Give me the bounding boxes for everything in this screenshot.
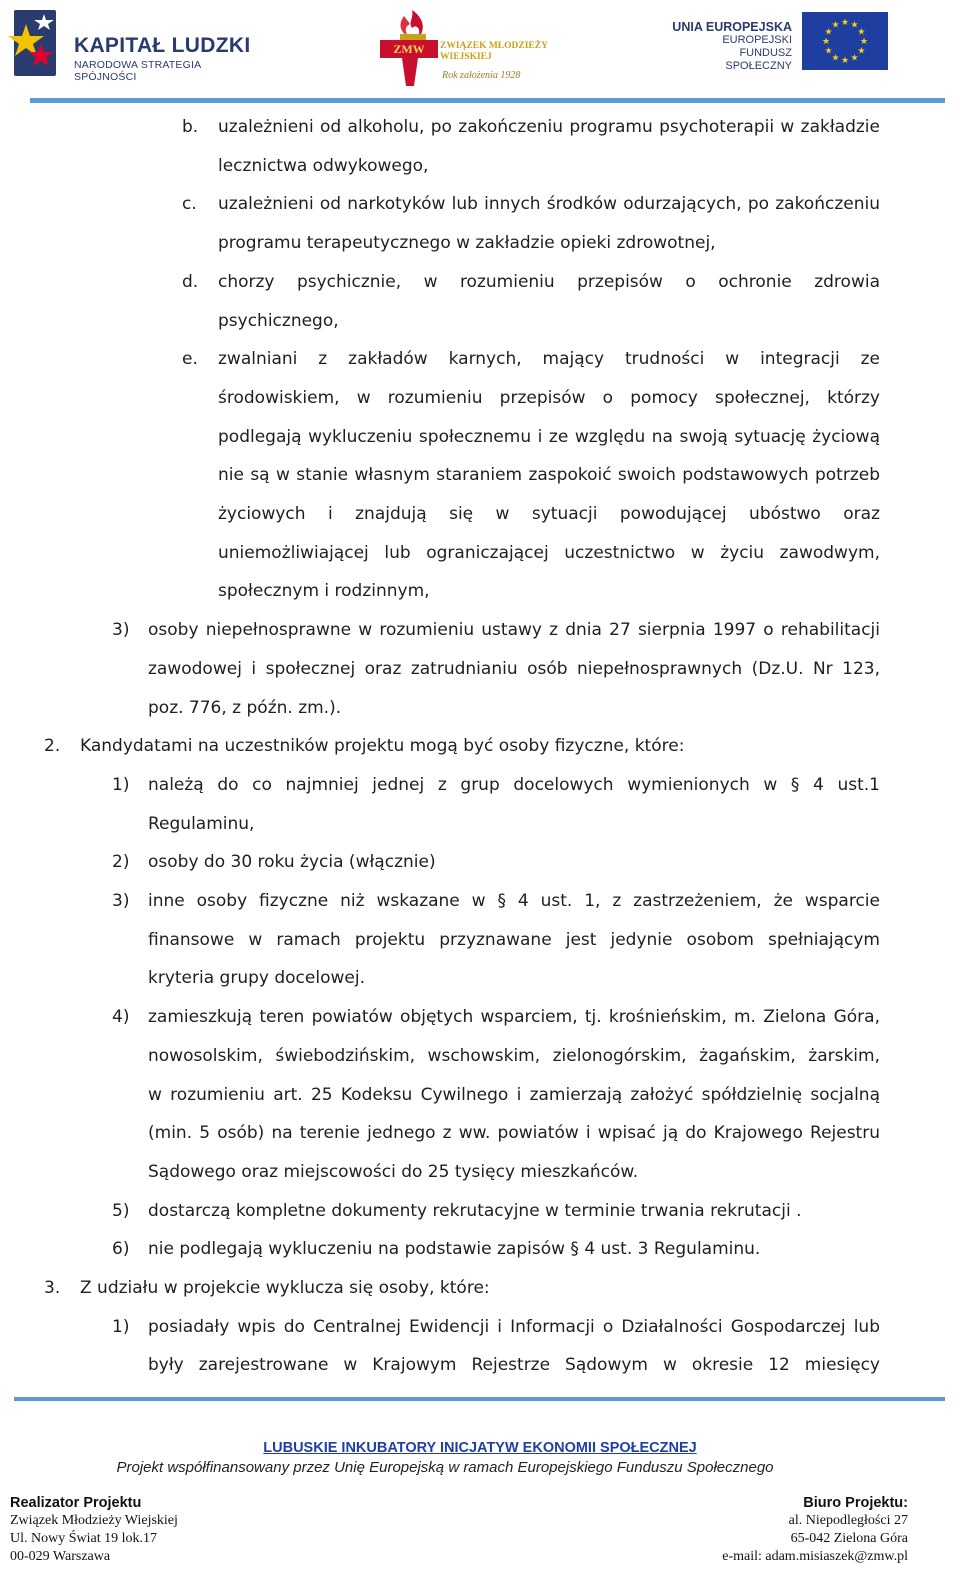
eu-line2: EUROPEJSKI (722, 34, 792, 46)
list-item-line: należą do co najmniej jednej z grup docelowych wymienionych w § 4 ust.1 (148, 774, 880, 795)
eu-star-icon: ★ (824, 45, 833, 56)
list-item-line: kryteria grupy docelowej. (148, 968, 365, 989)
list-item-line: uzależnieni od alkoholu, po zakończeniu programu psychoterapii w zakładzie (218, 117, 880, 137)
list-marker: 2) (112, 852, 130, 873)
project-office (722, 1494, 908, 1566)
list-item-line: nowosolskim, świebodzińskim, wschowskim, zielonogórskim, żagańskim, żarskim, (148, 1045, 880, 1066)
list-item-line: osoby niepełnosprawne w rozumieniu ustawy z dnia 27 sierpnia 1997 o rehabilitacji (148, 620, 880, 641)
list-item-line: (min. 5 osób) na terenie jednego z ww. powiatów i wpisać ją do Krajowego Rejestru (148, 1123, 880, 1144)
list-item-line: inne osoby fizyczne niż wskazane w § 4 ust. 1, z zastrzeżeniem, że wsparcie (148, 891, 880, 911)
list-item-line: posiadały wpis do Centralnej Ewidencji i Informacji o Działalności Gospodarczej lub (148, 1316, 880, 1337)
list-marker: 6) (112, 1239, 130, 1260)
list-item-line: Sądowego oraz miejscowości do 25 tysięcy mieszkańców. (148, 1161, 639, 1182)
list-item-line: życiowych i znajdują się w sytuacji powodującej ubóstwo oraz (218, 504, 880, 524)
list-marker: 4) (112, 1007, 130, 1028)
list-item-line: uniemożliwiającej lub ograniczającej uczestnictwo w życiu zawodwym, (218, 542, 880, 563)
list-item-line: psychicznego, (218, 310, 339, 331)
kapital-ludzki-emblem-icon (8, 6, 58, 80)
project-realizer (10, 1494, 178, 1566)
list-item-line: zwalniani z zakładów karnych, mający trudności w integracji ze (218, 349, 880, 370)
kapital-ludzki-logo (8, 6, 258, 83)
list-item-line: zamieszkują teren powiatów objętych wsparciem, tj. krośnieńskim, m. Zielona Góra, (148, 1007, 880, 1028)
project-title: LUBUSKIE INKUBATORY INICJATYW EKONOMII SPOŁECZNEJ (263, 1440, 697, 1456)
list-item-line: były zarejestrowane w Krajowym Rejestrze Sądowym w okresie 12 miesięcy (148, 1355, 880, 1376)
list-item-line: lecznictwa odwykowego, (218, 155, 429, 176)
eu-star-icon: ★ (840, 55, 850, 65)
list-item-line: dostarczą kompletne dokumenty rekrutacyjne w terminie trwania rekrutacji . (148, 1200, 802, 1221)
office-line: 65-042 Zielona Góra (790, 1531, 908, 1546)
eu-star-icon: ★ (831, 19, 840, 30)
list-marker: 1) (112, 774, 130, 795)
eu-star-icon: ★ (857, 45, 866, 56)
list-item-line: osoby do 30 roku życia (włącznie) (148, 852, 436, 873)
list-item-line: Regulaminu, (148, 813, 255, 834)
list-item-line: uzależnieni od narkotyków lub innych środków odurzających, po zakończeniu (218, 194, 880, 215)
header-rule (30, 98, 945, 103)
footer-rule (14, 1397, 945, 1401)
office-heading: Biuro Projektu: (803, 1495, 908, 1511)
zmw-torch-icon (378, 8, 442, 88)
zmw-founded: Rok założenia 1928 (442, 70, 521, 81)
eu-line1: UNIA EUROPEJSKA (672, 20, 792, 34)
list-marker: 1) (112, 1316, 130, 1337)
list-item-line: nie podlegają wykluczeniu na podstawie zapisów § 4 ust. 3 Regulaminu. (148, 1239, 761, 1260)
realizer-heading: Realizator Projektu (10, 1495, 142, 1511)
eu-star-icon: ★ (821, 36, 831, 46)
list-item-line: podlegają wykluczeniu społecznemu i ze względu na swoją sytuację życiową (218, 426, 880, 447)
list-item-line: w rozumieniu art. 25 Kodeksu Cywilnego i zamierzają założyć spółdzielnię socjalną (148, 1084, 880, 1105)
eu-star-icon: ★ (831, 52, 840, 63)
svg-text:ZMW: ZMW (393, 42, 425, 56)
eu-logo (672, 12, 888, 72)
zmw-logo (378, 8, 558, 88)
list-marker: b. (182, 117, 199, 137)
list-marker: 3) (112, 620, 130, 641)
list-item-line: finansowe w ramach projektu przyznawane jest jedynie osobom spełniającym (148, 929, 880, 950)
office-email: e-mail: adam.misiaszek@zmw.pl (722, 1549, 908, 1564)
eu-line3: FUNDUSZ SPOŁECZNY (725, 47, 792, 72)
list-item-line: poz. 776, z późn. zm.). (148, 697, 342, 718)
list-item-line: środowiskiem, w rozumieniu przepisów o pomocy społecznej, którzy (218, 387, 880, 408)
eu-flag-icon (802, 12, 888, 70)
kapital-ludzki-subtitle: NARODOWA STRATEGIA SPÓJNOŚCI (74, 59, 201, 83)
zmw-name-line1: ZWIĄZEK MŁODZIEŻY (440, 41, 548, 51)
eu-star-icon: ★ (840, 17, 850, 27)
list-marker: 2. (44, 736, 61, 757)
eu-star-icon: ★ (857, 26, 866, 37)
list-item-line: programu terapeutycznego w zakładzie opieki zdrowotnej, (218, 233, 716, 254)
realizer-line: Związek Młodzieży Wiejskiej (10, 1513, 178, 1528)
list-marker: e. (182, 349, 198, 370)
list-item-line: Kandydatami na uczestników projektu mogą być osoby fizyczne, które: (80, 736, 685, 757)
realizer-line: Ul. Nowy Świat 19 lok.17 (10, 1531, 157, 1546)
eu-star-icon: ★ (850, 19, 859, 30)
list-marker: d. (182, 271, 199, 292)
list-item-line: nie są w stanie własnym staraniem zaspokoić swoich podstawowych potrzeb (218, 465, 880, 486)
zmw-name (440, 41, 560, 63)
eu-star-icon: ★ (859, 36, 869, 46)
zmw-name-line2: WIEJSKIEJ (440, 52, 492, 62)
page-header (0, 0, 960, 104)
kapital-ludzki-title: KAPITAŁ LUDZKI (74, 34, 251, 57)
list-marker: 3) (112, 891, 130, 911)
list-item-line: zawodowej i społecznej oraz zatrudnianiu osób niepełnosprawnych (Dz.U. Nr 123, (148, 658, 880, 679)
list-item-line: chorzy psychicznie, w rozumieniu przepisów o ochronie zdrowia (218, 271, 880, 292)
realizer-line: 00-029 Warszawa (10, 1549, 111, 1564)
cofinance-note: Projekt współfinansowany przez Unię Europejską w ramach Europejskiego Funduszu Społecznego (116, 1459, 774, 1476)
eu-star-icon: ★ (824, 26, 833, 37)
list-item-line: Z udziału w projekcie wyklucza się osoby, które: (80, 1278, 490, 1298)
office-line: al. Niepodległości 27 (788, 1513, 908, 1528)
list-marker: 5) (112, 1200, 130, 1221)
eu-star-icon: ★ (850, 52, 859, 63)
list-marker: c. (182, 194, 197, 215)
list-marker: 3. (44, 1278, 61, 1298)
list-item-line: społecznym i rodzinnym, (218, 581, 430, 602)
